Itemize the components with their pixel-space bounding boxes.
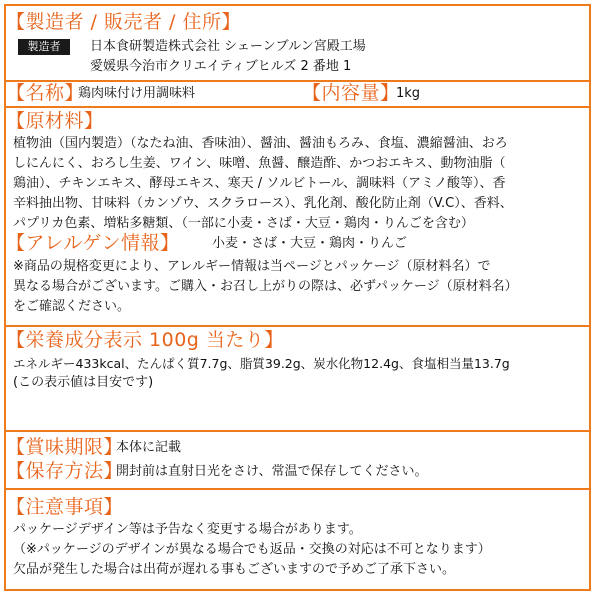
ingredients-line: しにんにく、おろし生姜、ワイン、味噌、魚醤、醸造酢、かつおエキス、動物油脂（ [13, 156, 506, 171]
allergy-heading: 【アレルゲン情報】 [6, 232, 180, 254]
expiry-heading: 【賞味期限】 [6, 436, 124, 458]
storage-value: 開封前は直射日光をさけ、常温で保存してください。 [116, 464, 428, 479]
allergy-note-line: ※商品の規格変更により、アレルギー情報は当ページとパッケージ（原材料名）で [13, 259, 491, 274]
content-value: 1kg [396, 86, 421, 101]
manufacturer-heading: 【製造者 / 販売者 / 住所】 [6, 11, 241, 33]
notice-line: （※パッケージのデザインが異なる場合でも返品・交換の対応は不可となります） [13, 542, 491, 557]
content-heading: 【内容量】 [302, 82, 400, 104]
manufacturer-badge: 製造者 [18, 39, 70, 55]
company-name: 日本食研製造株式会社 シェーンブルン宮殿工場 [90, 39, 366, 54]
ingredients-line: 鶏油）、チキンエキス、酵母エキス、寒天 / ソルビトール、調味料（アミノ酸等）、香 [13, 176, 506, 191]
ingredients-line: パプリカ色素、増粘多糖類、（一部に小麦・さば・大豆・鶏肉・りんごを含む） [13, 216, 474, 231]
divider-ingredients [4, 106, 591, 108]
notice-heading: 【注意事項】 [6, 496, 124, 518]
ingredients-heading: 【原材料】 [6, 110, 104, 132]
notice-line: 欠品が発生した場合は出荷が遅れる事もございますので予めご了承下さい。 [13, 562, 456, 577]
divider-name [4, 80, 591, 82]
ingredients-line: 辛料抽出物、甘味料（カンゾウ、スクラロース）、乳化剤、酸化防止剤（V.C）、香料、 [13, 196, 513, 211]
divider-nutrition [4, 325, 591, 327]
nutrition-note: (この表示値は目安です) [13, 375, 154, 390]
notice-text [13, 520, 588, 580]
ingredients-text [13, 134, 588, 234]
notice-line: パッケージデザイン等は予告なく変更する場合があります。 [13, 522, 362, 537]
company-address: 愛媛県今治市クリエイティブヒルズ 2 番地 1 [90, 59, 352, 74]
divider-expiry [4, 430, 591, 432]
nutrition-values: エネルギー433kcal、たんぱく質7.7g、脂質39.2g、炭水化物12.4g、食塩相当量13.7g [13, 356, 510, 371]
allergy-note [13, 257, 588, 317]
name-heading: 【名称】 [6, 82, 85, 104]
storage-heading: 【保存方法】 [6, 460, 124, 482]
expiry-value: 本体に記載 [116, 440, 182, 455]
allergy-note-line: 異なる場合がございます。ご購入・お召し上がりの際は、必ずパッケージ（原材料名） [13, 279, 518, 294]
allergy-value: 小麦・さば・大豆・鶏肉・りんご [212, 236, 408, 251]
ingredients-line: 植物油（国内製造）（なたね油、香味油）、醤油、醤油もろみ、食塩、濃縮醤油、おろ [13, 136, 508, 151]
allergy-note-line: をご確認ください。 [13, 299, 131, 314]
nutrition-heading: 【栄養成分表示 100g 当たり】 [6, 329, 284, 351]
divider-notice [4, 488, 591, 490]
name-value: 鶏肉味付け用調味料 [78, 86, 196, 101]
